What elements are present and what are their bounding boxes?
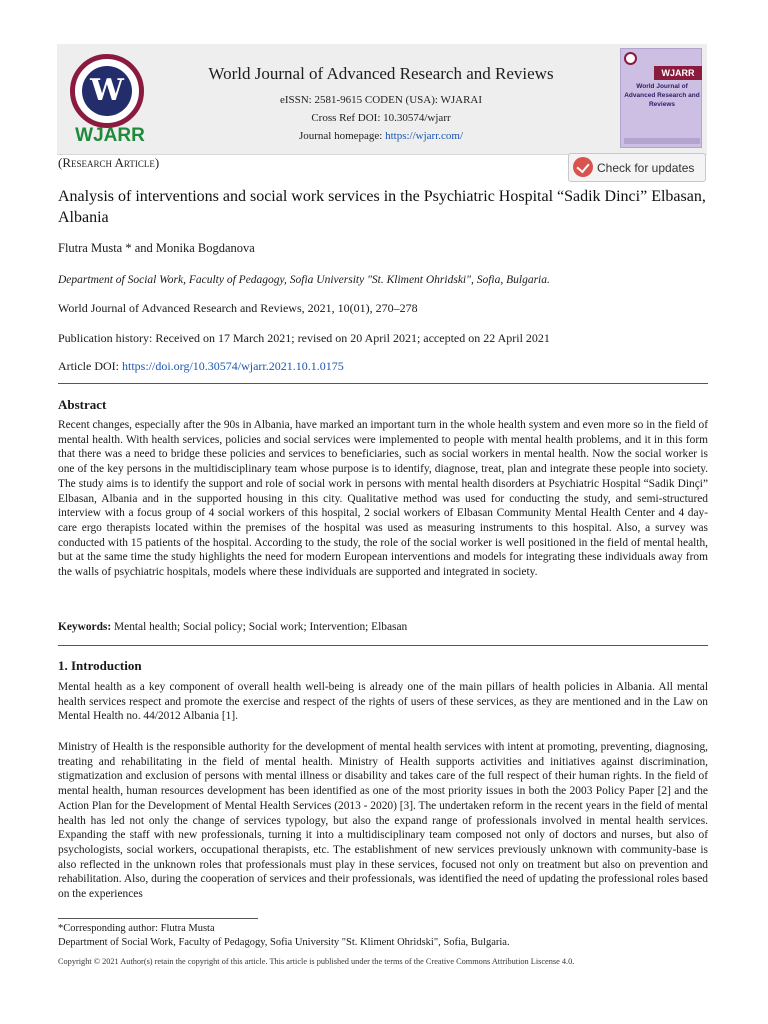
cover-title-bar: WJARR bbox=[654, 66, 702, 80]
article-title: Analysis of interventions and social work services in the Psychiatric Hospital “Sadik Dinci” Elbasan, Albania bbox=[58, 188, 706, 226]
footnote-affiliation: Department of Social Work, Faculty of Pedagogy, Sofia University "St. Kliment Ohridski", Sofia, Bulgaria. bbox=[58, 937, 510, 948]
journal-title: World Journal of Advanced Research and Reviews bbox=[208, 64, 554, 83]
footnote-divider bbox=[58, 918, 258, 919]
abstract-text: Recent changes, especially after the 90s in Albania, have marked an important turn in the whole health system and even more so in the field of mental health. With health services, policies and social services were implemented to people with mental health problems, and it in this form that there was a need to bridge these policies and services to beneficiaries, such as social workers in mental health. Now the social worker is one of the key persons in the multidisciplinary team whose purpose is to identify, diagnose, treat, plan and integrate these people into society. The study aims is to identify the support and role of social work in persons with mental health disorders at Psychiatric Hospital “Sadik Dinçi” Elbasan, Albania and in the supported housing in this city. Qualitative method was used for conducting the study, and semi-structured interview with a focus group of 4 social workers of this hospital, 2 social workers of Elbasan Community Mental Health Center and 4 day-care ergo therapists located within the premises of the hospital was used as measuring instruments to this hospital. Also, a survey was conducted with 15 patients of the hospital. According to the study, the role of the social worker is well positioned in the field of mental health, but at the same time the study highlights the need for modern European interventions and models for integrating these individuals away from the walls of psychiatric hospitals, models where these individuals are supported and integrated in society. bbox=[58, 419, 708, 579]
introduction-paragraph-2: Ministry of Health is the responsible authority for the development of mental health services with intent at promoting, preventing, diagnosing, treating and rehabilitating in the field of mental health. Ministry of Health supports activities and initiatives against discrimination, stigmatization and exclusion of persons with mental illness or disability and takes care of the full respect of their human rights. In the field of mental health, human resources development has been identified as one of the most priority issues in both the 2003 Policy Paper [2] and the Action Plan for the Development of Mental Health Services (2013 - 2020) [3]. The undertaken reform in the recent years in the field of mental health has led not only the change of services typology, but also the expand range of professionals involved in mental health services. Expanding the staff with new professionals, turning it into a multidisciplinary team composed not only of doctors and nurses, but also of psychologists, social workers, occupational therapists, etc. The establishment of new services previously unknown with community-base is also reflected in the unknown roles that professionals must play in these services, focused not only on treatment but also on prevention and rehabilitation. Also, during the cooperation of services and their professionals, was identified the need of updating the professional roles based on the experiences bbox=[58, 741, 708, 901]
abstract-heading: Abstract bbox=[58, 397, 107, 412]
divider bbox=[58, 645, 708, 646]
cover-badge-icon bbox=[624, 52, 637, 65]
article-type: (Research Article) bbox=[58, 155, 160, 170]
cover-footer-band bbox=[624, 138, 700, 144]
homepage-line bbox=[150, 127, 612, 145]
authors: Flutra Musta * and Monika Bogdanova bbox=[58, 241, 255, 255]
homepage-label: Journal homepage: bbox=[298, 130, 386, 142]
journal-meta bbox=[150, 91, 612, 145]
citation: World Journal of Advanced Research and Reviews, 2021, 10(01), 270–278 bbox=[58, 301, 418, 315]
check-for-updates-label[interactable]: Check for updates bbox=[597, 161, 695, 175]
issn-line: eISSN: 2581-9615 CODEN (USA): WJARAI bbox=[279, 94, 483, 106]
keywords-text: Mental health; Social policy; Social work; Intervention; Elbasan bbox=[111, 621, 408, 633]
divider bbox=[58, 383, 708, 384]
keywords bbox=[58, 620, 407, 635]
check-updates-icon bbox=[573, 157, 593, 177]
doi-label: Article DOI: bbox=[58, 359, 122, 373]
doi-link[interactable]: https://doi.org/10.30574/wjarr.2021.10.1.0175 bbox=[121, 359, 344, 373]
introduction-heading: 1. Introduction bbox=[58, 658, 142, 673]
keywords-label: Keywords: bbox=[58, 621, 112, 633]
journal-logo-letter: W bbox=[82, 66, 132, 116]
cover-journal-name: World Journal of Advanced Research and Reviews bbox=[624, 83, 700, 108]
copyright-notice: Copyright © 2021 Author(s) retain the copyright of this article. This article is published under the terms of the Creative Commons Attribution Liscense 4.0. bbox=[58, 957, 575, 966]
corresponding-author: *Corresponding author: Flutra Musta bbox=[58, 923, 215, 934]
crossref-line: Cross Ref DOI: 10.30574/wjarr bbox=[311, 112, 451, 124]
homepage-link[interactable]: https://wjarr.com/ bbox=[385, 130, 464, 142]
affiliation: Department of Social Work, Faculty of Pedagogy, Sofia University "St. Kliment Ohridski", Sofia, Bulgaria. bbox=[58, 274, 550, 286]
journal-logo-text: WJARR bbox=[75, 125, 145, 146]
article-doi bbox=[58, 358, 344, 374]
publication-history: Publication history: Received on 17 March 2021; revised on 20 April 2021; accepted on 22 April 2021 bbox=[58, 331, 550, 345]
introduction-paragraph-1: Mental health as a key component of overall health well-being is already one of the main pillars of health policies in Albania. All mental health services respect and promote the exercise and respect of the rights of users of these services, as they are mentioned and in the Law on Mental Health no. 44/2012 Albania [1]. bbox=[58, 681, 708, 723]
